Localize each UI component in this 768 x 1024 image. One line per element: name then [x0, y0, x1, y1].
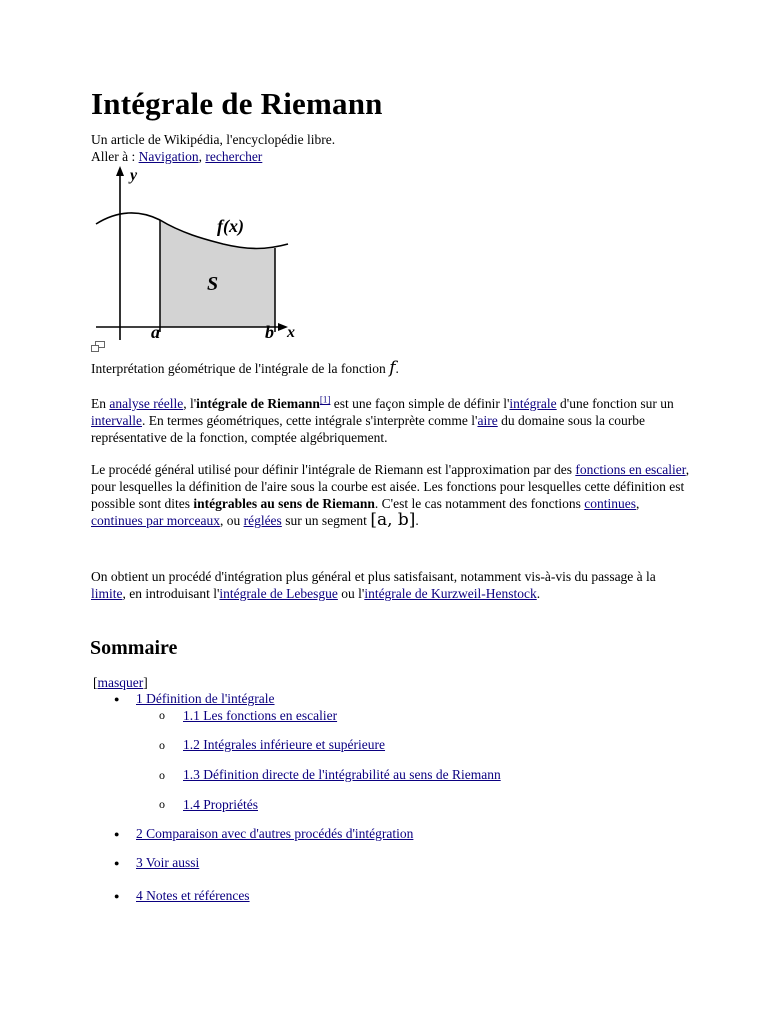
jump-comma: , — [198, 149, 206, 164]
aire-link[interactable]: aire — [477, 413, 498, 428]
p2-text-5: , ou — [219, 513, 244, 528]
p3-text-1: On obtient un procédé d'intégration plus général et plus satisfaisant, notamment vis-à-vis du passage à la — [91, 569, 656, 584]
toc-item-1-4[interactable]: 1.4 Propriétés — [183, 797, 258, 812]
toc-heading: Sommaire — [90, 637, 178, 659]
s-label: S — [207, 273, 219, 295]
integrale-lebesgue-link[interactable]: intégrale de Lebesgue — [219, 586, 338, 601]
magnify-clip-icon[interactable] — [91, 341, 105, 352]
y-axis-arrow — [116, 166, 124, 176]
toc-bracket-close: ] — [143, 675, 148, 690]
figure-caption — [91, 360, 399, 377]
toc-subbullet-icon: o — [159, 708, 165, 722]
p1-bold-term: intégrale de Riemann — [196, 396, 320, 411]
toc-subbullet-icon: o — [159, 768, 165, 782]
p1-text-1: En — [91, 396, 110, 411]
intervalle-link[interactable]: intervalle — [91, 413, 142, 428]
page-title: Intégrale de Riemann — [91, 86, 383, 121]
fonctions-escalier-link[interactable]: fonctions en escalier — [575, 462, 686, 477]
toc-item-1-3[interactable]: 1.3 Définition directe de l'intégrabilité au sens de Riemann — [183, 767, 501, 782]
p1-text-3: est une façon simple de définir l' — [330, 396, 510, 411]
toc-toggle — [93, 674, 148, 691]
p2-text-6: sur un segment — [281, 513, 371, 528]
analyse-reelle-link[interactable]: analyse réelle — [109, 396, 184, 411]
reglees-link[interactable]: réglées — [243, 513, 282, 528]
search-link[interactable]: rechercher — [205, 149, 263, 164]
toc-bullet-icon: ● — [114, 858, 120, 868]
riemann-figure[interactable] — [88, 162, 318, 344]
toc-item-2[interactable]: 2 Comparaison avec d'autres procédés d'intégration — [136, 826, 414, 841]
integrale-link[interactable]: intégrale — [509, 396, 557, 411]
limite-link[interactable]: limite — [91, 586, 123, 601]
continues-link[interactable]: continues — [584, 496, 637, 511]
intro-paragraph-3 — [91, 568, 691, 602]
toc-bullet-icon: ● — [114, 829, 120, 839]
navigation-link[interactable]: Navigation — [138, 149, 199, 164]
p1-text-6: du domaine sous la courbe représentative de la fonction, comptée algébriquement. — [91, 413, 646, 445]
intro-paragraph-2 — [91, 461, 691, 529]
jump-prefix: Aller à : — [91, 149, 139, 164]
p3-text-2: , en introduisant l' — [122, 586, 220, 601]
toc-bracket-open: [ — [93, 675, 98, 690]
p3-text-4: . — [536, 586, 541, 601]
toc-item-1-2[interactable]: 1.2 Intégrales inférieure et supérieure — [183, 737, 386, 752]
b-label: b — [265, 322, 274, 342]
caption-math: f — [389, 358, 396, 378]
p2-text-1: Le procédé général utilisé pour définir l'intégrale de Riemann est l'approximation par des — [91, 462, 576, 477]
x-axis-label: x — [287, 324, 295, 341]
toc-hide-link[interactable]: masquer — [97, 675, 144, 690]
toc-subbullet-icon: o — [159, 797, 165, 811]
intro-paragraph-1 — [91, 395, 691, 446]
toc-bullet-icon: ● — [114, 891, 120, 901]
continues-par-morceaux-link[interactable]: continues par morceaux — [91, 513, 220, 528]
toc-bullet-icon: ● — [114, 694, 120, 704]
p2-bold-term: intégrables au sens de Riemann — [193, 496, 375, 511]
caption-end: . — [395, 361, 399, 376]
p2-text-2: , pour lesquelles la définition de l'aire sous la courbe est aisée. Les fonctions pour lesquelles cette définition est possible sont dites — [91, 462, 690, 511]
toc-item-1[interactable]: 1 Définition de l'intégrale — [136, 691, 275, 706]
p2-text-3: . C'est le cas notamment des fonctions — [374, 496, 585, 511]
toc-subbullet-icon: o — [159, 738, 165, 752]
integrale-kurzweil-henstock-link[interactable]: intégrale de Kurzweil-Henstock — [364, 586, 537, 601]
p1-text-2: , l' — [183, 396, 197, 411]
toc-item-3[interactable]: 3 Voir aussi — [136, 855, 200, 870]
toc-item-4[interactable]: 4 Notes et références — [136, 888, 250, 903]
a-label: a — [151, 322, 160, 342]
p1-text-5: . En termes géométriques, cette intégrale s'interprète comme l' — [141, 413, 478, 428]
p2-text-4: , — [636, 496, 640, 511]
p1-text-4: d'une fonction sur un — [556, 396, 674, 411]
y-axis-label: y — [130, 167, 138, 184]
article-subtitle: Un article de Wikipédia, l'encyclopédie libre. — [91, 132, 336, 147]
segment-math: [a, b] — [370, 510, 416, 530]
p2-text-7: . — [415, 513, 419, 528]
toc-item-1-1[interactable]: 1.1 Les fonctions en escalier — [183, 708, 338, 723]
fx-label: f(x) — [217, 216, 244, 236]
p3-text-3: ou l' — [337, 586, 365, 601]
reference-1-link[interactable]: [1] — [319, 394, 331, 405]
caption-text: Interprétation géométrique de l'intégrale de la fonction — [91, 361, 390, 376]
